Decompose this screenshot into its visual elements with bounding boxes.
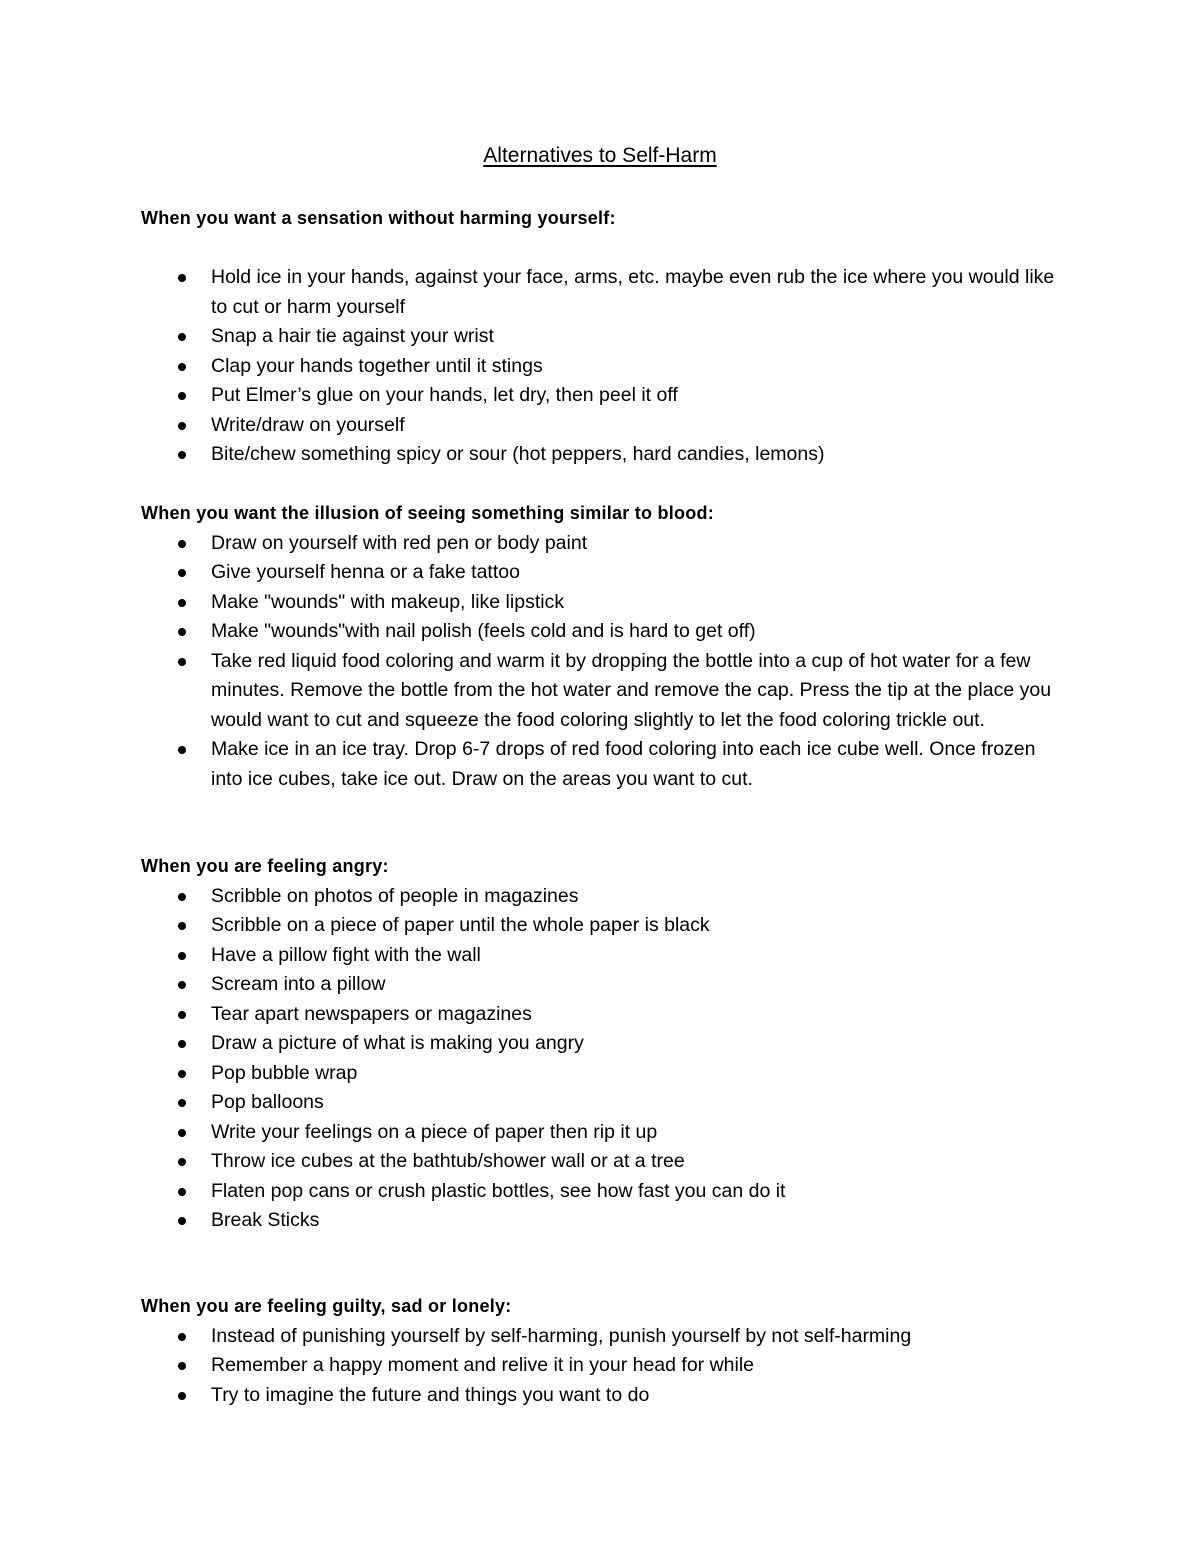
bullet-icon [178, 1099, 186, 1107]
bullet-icon [178, 363, 186, 371]
list-item [141, 1177, 1061, 1207]
section-angry [141, 852, 1071, 1236]
bullet-icon [178, 628, 186, 636]
bullet-list [141, 1322, 1071, 1411]
bullet-icon [178, 392, 186, 400]
list-item-text: Tear apart newspapers or magazines [211, 1002, 532, 1025]
section-blood-illusion [141, 499, 1071, 794]
list-item [141, 1118, 1061, 1148]
list-item-text: Make "wounds"with nail polish (feels cold and is hard to get off) [211, 620, 756, 642]
list-item-text: Take red liquid food coloring and warm it by dropping the bottle into a cup of hot water for a few minutes. Remove the bottle from the hot water and remove the cap. Press the tip at the place you would want to cut and squeeze the food coloring slightly to let the food coloring trickle out. [211, 649, 1052, 731]
bullet-icon [178, 569, 186, 577]
list-item [141, 352, 1061, 382]
bullet-icon [178, 952, 186, 960]
bullet-icon [178, 1392, 186, 1400]
list-item-text: Try to imagine the future and things you want to do [211, 1383, 650, 1406]
bullet-icon [178, 422, 186, 430]
bullet-icon [178, 981, 186, 989]
bullet-icon [178, 1333, 186, 1341]
list-item-text: Clap your hands together until it stings [211, 354, 543, 377]
document-title: Alternatives to Self-Harm [483, 144, 717, 167]
list-item-text: Break Sticks [211, 1209, 320, 1231]
list-item [141, 1088, 1061, 1118]
list-item [141, 735, 1061, 794]
list-item-text: Scream into a pillow [211, 973, 386, 995]
bullet-icon [178, 274, 186, 282]
section-heading: When you are feeling angry: [141, 856, 389, 876]
list-item-text: Draw a picture of what is making you angry [211, 1032, 584, 1054]
list-item-text: Draw on yourself with red pen or body paint [211, 531, 588, 554]
list-item [141, 1381, 1061, 1411]
list-item [141, 440, 1061, 470]
bullet-icon [178, 1217, 186, 1225]
bullet-list [141, 882, 1071, 1236]
list-item [141, 1059, 1061, 1089]
bullet-icon [178, 1070, 186, 1078]
list-item [141, 617, 1061, 647]
list-item [141, 411, 1061, 441]
list-item-text: Scribble on photos of people in magazines [211, 884, 579, 907]
bullet-icon [178, 540, 186, 548]
bullet-icon [178, 1129, 186, 1137]
bullet-icon [178, 658, 186, 666]
section-sensation [141, 204, 1071, 470]
list-item [141, 1147, 1061, 1177]
list-item-text: Give yourself henna or a fake tattoo [211, 561, 520, 583]
list-item-text: Write your feelings on a piece of paper then rip it up [211, 1120, 658, 1143]
bullet-icon [178, 1011, 186, 1019]
list-item-text: Remember a happy moment and relive it in your head for while [211, 1354, 755, 1376]
list-item-text: Have a pillow fight with the wall [211, 943, 481, 966]
list-item [141, 529, 1061, 559]
list-item-text: Snap a hair tie against your wrist [211, 325, 494, 347]
list-item [141, 941, 1061, 971]
bullet-icon [178, 1188, 186, 1196]
section-guilty-sad-lonely [141, 1292, 1071, 1410]
list-item [141, 1206, 1061, 1236]
list-item-text: Make ice in an ice tray. Drop 6-7 drops of red food coloring into each ice cube well. Once frozen into ice cubes, take ice out. Draw on the areas you want to cut. [211, 738, 1036, 790]
list-item [141, 322, 1061, 352]
bullet-icon [178, 1040, 186, 1048]
list-item [141, 558, 1061, 588]
list-item-text: Flaten pop cans or crush plastic bottles, see how fast you can do it [211, 1179, 786, 1202]
list-item [141, 647, 1061, 736]
list-item-text: Bite/chew something spicy or sour (hot peppers, hard candies, lemons) [211, 443, 825, 465]
list-item [141, 911, 1061, 941]
section-heading: When you want the illusion of seeing something similar to blood: [141, 503, 715, 523]
list-item [141, 263, 1061, 322]
bullet-icon [178, 922, 186, 930]
list-item-text: Instead of punishing yourself by self-harming, punish yourself by not self-harming [211, 1324, 912, 1347]
bullet-icon [178, 333, 186, 341]
list-item [141, 882, 1061, 912]
list-item-text: Pop bubble wrap [211, 1061, 358, 1084]
bullet-icon [178, 1158, 186, 1166]
bullet-icon [178, 599, 186, 607]
section-heading: When you want a sensation without harming yourself: [141, 208, 616, 228]
list-item [141, 1029, 1061, 1059]
list-item-text: Pop balloons [211, 1091, 324, 1113]
list-item-text: Make "wounds" with makeup, like lipstick [211, 590, 565, 613]
list-item [141, 970, 1061, 1000]
list-item [141, 1322, 1061, 1352]
list-item-text: Scribble on a piece of paper until the whole paper is black [211, 914, 710, 936]
bullet-list [141, 263, 1071, 470]
bullet-icon [178, 1362, 186, 1370]
bullet-list [141, 529, 1071, 795]
list-item [141, 1351, 1061, 1381]
list-item-text: Write/draw on yourself [211, 413, 405, 436]
list-item-text: Hold ice in your hands, against your face, arms, etc. maybe even rub the ice where you would like to cut or harm yourself [211, 266, 1055, 318]
bullet-icon [178, 746, 186, 754]
list-item-text: Throw ice cubes at the bathtub/shower wall or at a tree [211, 1150, 685, 1172]
list-item [141, 588, 1061, 618]
section-heading: When you are feeling guilty, sad or lonely: [141, 1296, 512, 1316]
bullet-icon [178, 893, 186, 901]
list-item [141, 381, 1061, 411]
list-item [141, 1000, 1061, 1030]
list-item-text: Put Elmer’s glue on your hands, let dry, then peel it off [211, 384, 678, 406]
bullet-icon [178, 451, 186, 459]
